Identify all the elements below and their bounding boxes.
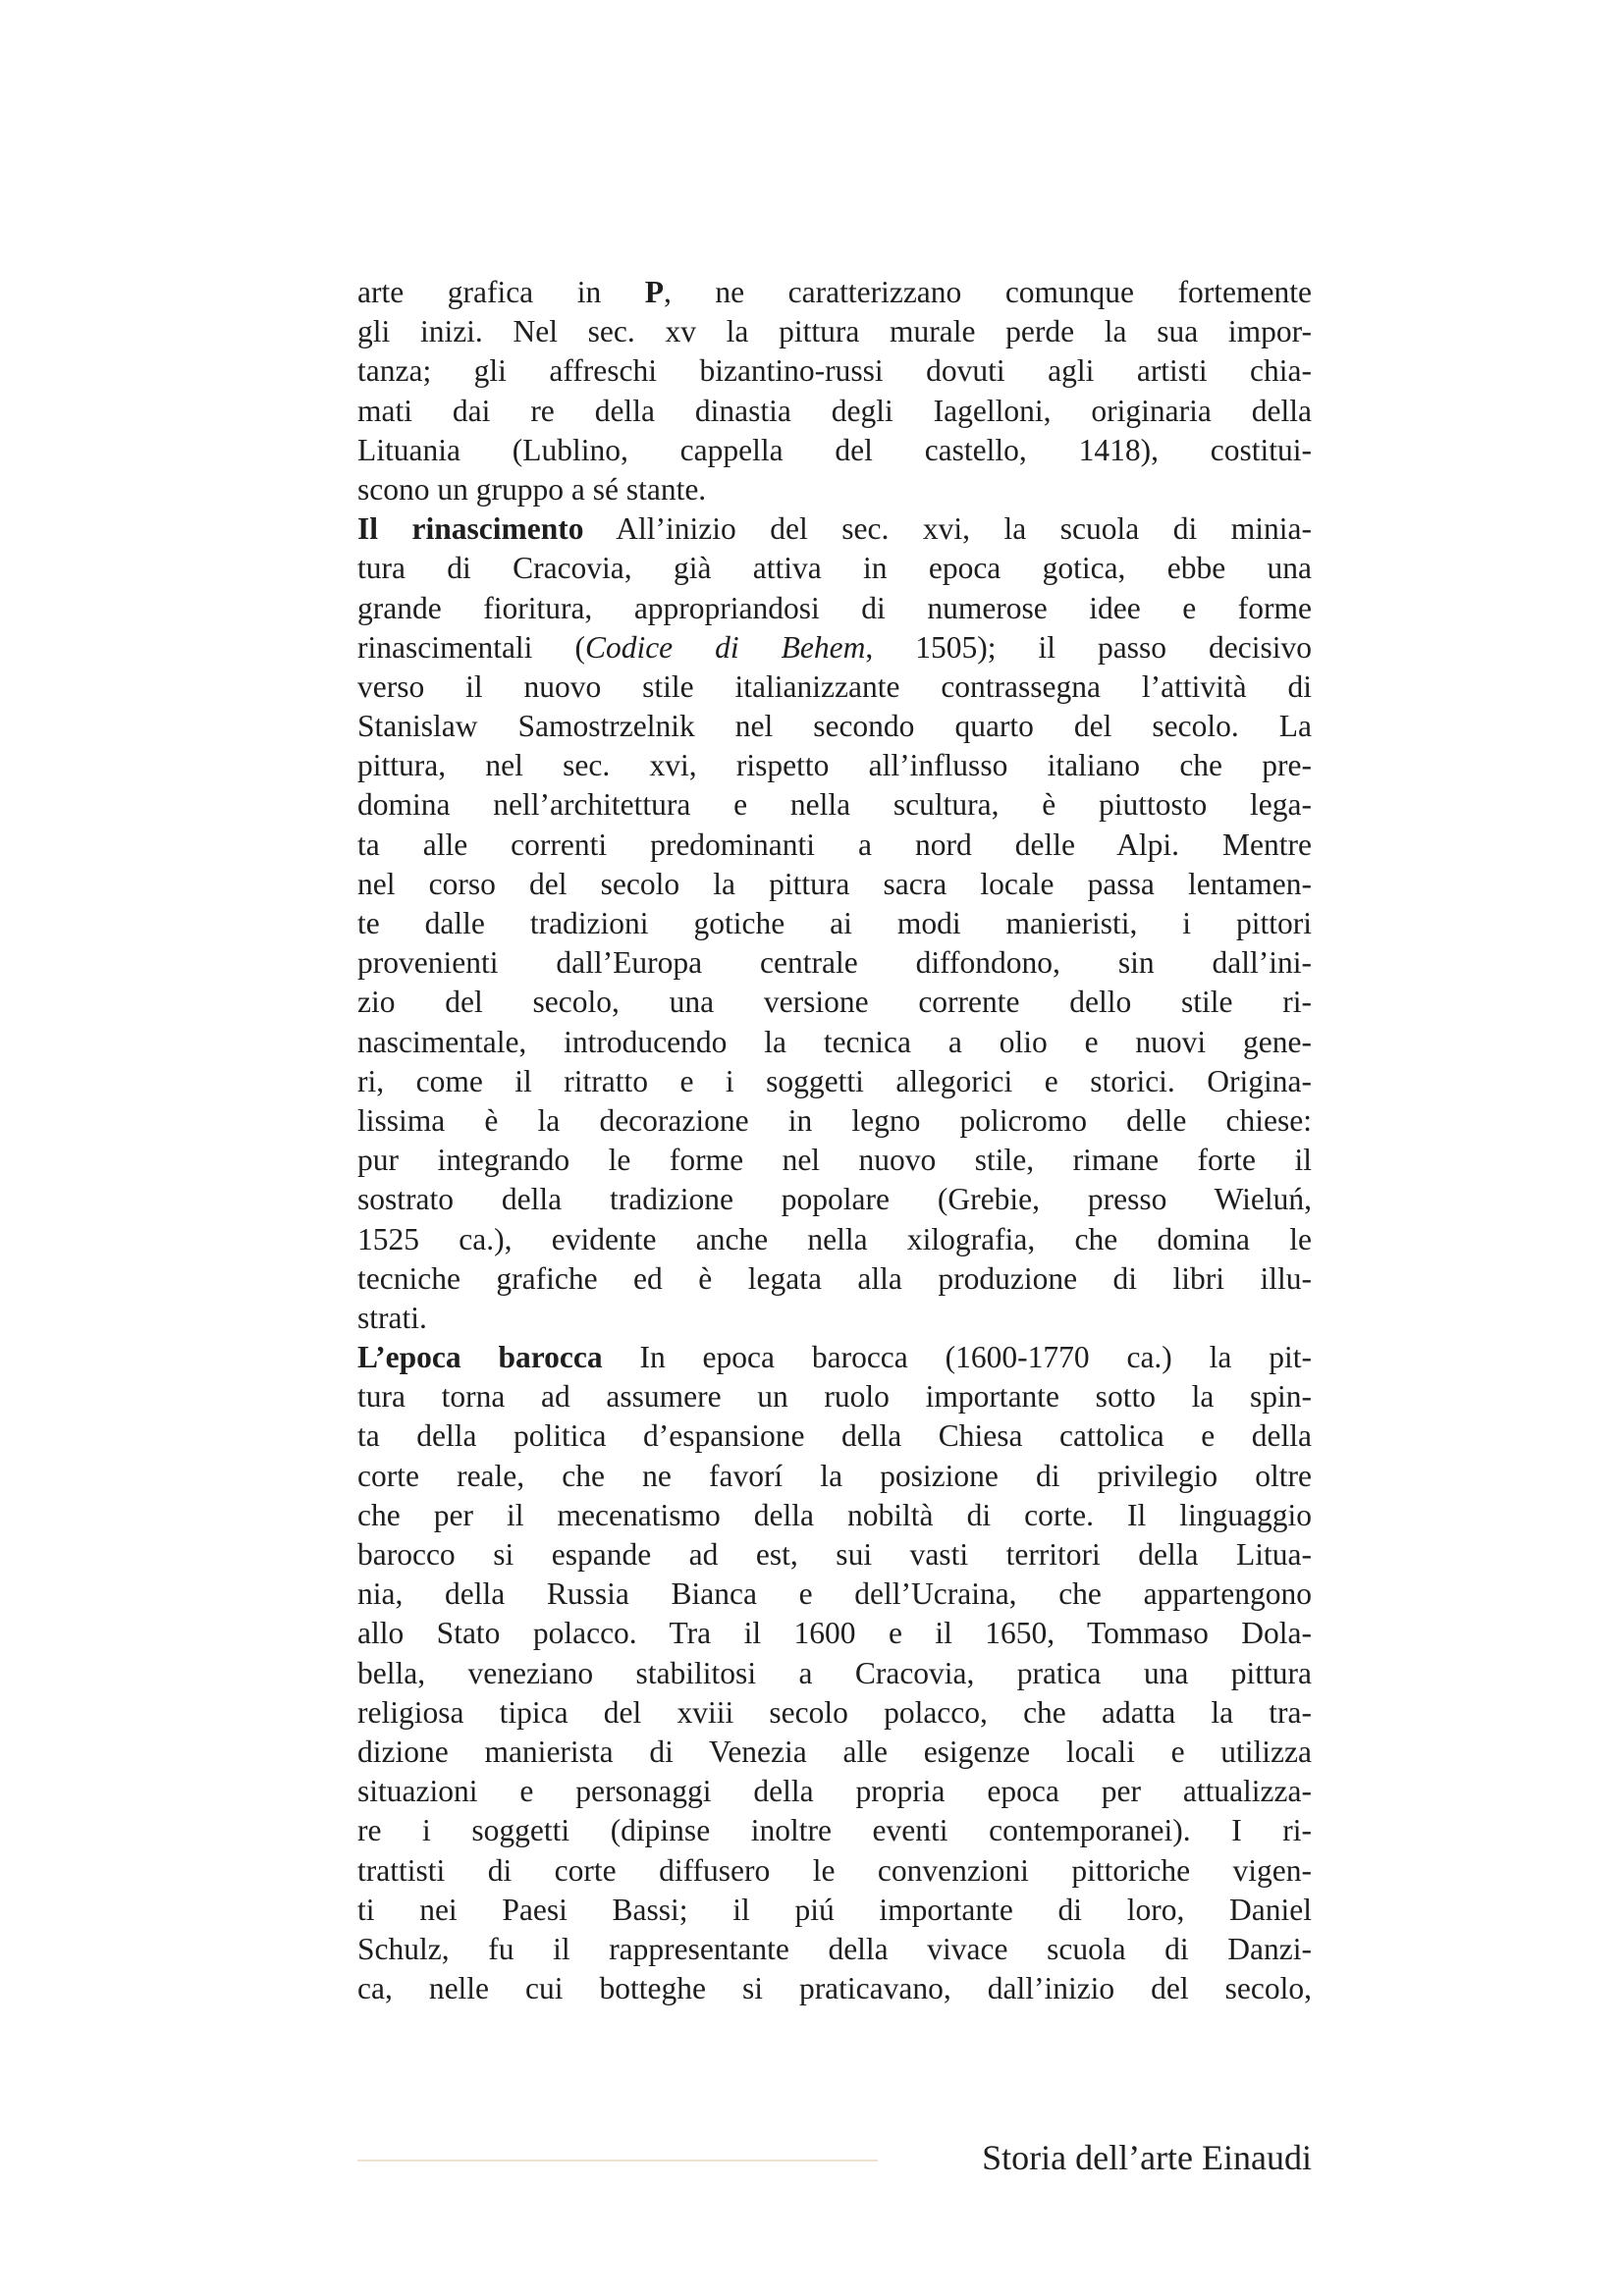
line-text: sostrato della tradizione popolare (Grebie, presso Wieluń,	[357, 1182, 1312, 1217]
text-line	[357, 273, 1312, 312]
line-text: te dalle tradizioni gotiche ai modi manieristi, i pittori	[357, 906, 1312, 940]
line-text: verso il nuovo stile italianizzante contrassegna l’attività di	[357, 668, 1312, 704]
text-line	[357, 1496, 1312, 1535]
text-line	[357, 1693, 1312, 1733]
text-line	[357, 509, 1312, 549]
text-line	[357, 1023, 1312, 1062]
section-heading: P	[644, 275, 664, 309]
line-text: zio del secolo, una versione corrente dello stile ri-	[357, 985, 1312, 1020]
text-line	[357, 746, 1312, 785]
text-line	[357, 707, 1312, 746]
line-text: ca, nelle cui botteghe si praticavano, dall’inizio del secolo,	[357, 1971, 1312, 2006]
line-text: mati dai re della dinastia degli Iagelloni, originaria della	[357, 393, 1312, 428]
text-line	[357, 1377, 1312, 1416]
line-text: barocco si espande ad est, sui vasti territori della Litua-	[357, 1537, 1312, 1572]
line-text: nascimentale, introducendo la tecnica a olio e nuovi gene-	[357, 1024, 1312, 1059]
body-text	[357, 273, 1312, 2008]
line-text: tura di Cracovia, già attiva in epoca gotica, ebbe una	[357, 551, 1312, 586]
line-text: ta alle correnti predominanti a nord delle Alpi. Mentre	[357, 827, 1312, 862]
line-text: ta della politica d’espansione della Chiesa cattolica e della	[357, 1418, 1312, 1454]
text-line	[357, 865, 1312, 904]
line-text: dizione manierista di Venezia alle esigenze locali e utilizza	[357, 1734, 1312, 1769]
text-line	[357, 1891, 1312, 1930]
text-line	[357, 1535, 1312, 1575]
line-text: bella, veneziano stabilitosi a Cracovia, pratica una pittura	[357, 1655, 1312, 1690]
line-text: situazioni e personaggi della propria epoca per attualizza-	[357, 1774, 1312, 1809]
line-text: tanza; gli affreschi bizantino-russi dovuti agli artisti chia-	[357, 353, 1312, 389]
line-text: 1525 ca.), evidente anche nella xilografia, che domina le	[357, 1221, 1312, 1256]
footer-title: Storia dell’arte Einaudi	[982, 2138, 1312, 2177]
line-text: religiosa tipica del xviii secolo polacco, che adatta la tra-	[357, 1694, 1312, 1730]
line-text: arte grafica in	[357, 275, 645, 309]
line-text: ti nei Paesi Bassi; il piú importante di loro, Daniel	[357, 1892, 1312, 1927]
text-line	[357, 1575, 1312, 1614]
line-text: Schulz, fu il rappresentante della vivace scuola di Danzi-	[357, 1931, 1312, 1966]
text-line	[357, 667, 1312, 707]
text-line	[357, 1457, 1312, 1496]
line-text: pur integrando le forme nel nuovo stile, rimane forte il	[357, 1143, 1312, 1178]
line-text: nel corso del secolo la pittura sacra locale passa lentamen-	[357, 866, 1312, 901]
text-line	[357, 1969, 1312, 2008]
text-line	[357, 470, 1312, 509]
line-text: corte reale, che ne favorí la posizione di privilegio oltre	[357, 1458, 1312, 1493]
line-text: re i soggetti (dipinse inoltre eventi contemporanei). I ri-	[357, 1813, 1312, 1848]
text-line	[357, 312, 1312, 351]
text-line	[357, 1220, 1312, 1259]
line-text: gli inizi. Nel sec. xv la pittura murale perde la sua impor-	[357, 314, 1312, 349]
text-line	[357, 1416, 1312, 1456]
text-line	[357, 1259, 1312, 1299]
line-text: pittura, nel sec. xvi, rispetto all’influsso italiano che pre-	[357, 748, 1312, 783]
line-text: nia, della Russia Bianca e dell’Ucraina, che appartengono	[357, 1576, 1312, 1612]
text-line	[357, 1338, 1312, 1377]
text-line	[357, 628, 1312, 667]
line-text: allo Stato polacco. Tra il 1600 e il 1650, Tommaso Dola-	[357, 1616, 1312, 1651]
text-line	[357, 1851, 1312, 1891]
line-text: , ne caratterizzano comunque fortemente	[664, 275, 1312, 309]
line-text: grande fioritura, appropriandosi di numerose idee e forme	[357, 590, 1312, 625]
text-line	[357, 549, 1312, 588]
text-line	[357, 392, 1312, 431]
text-line	[357, 351, 1312, 391]
line-text: lissima è la decorazione in legno policromo delle chiese:	[357, 1102, 1312, 1138]
text-line	[357, 1062, 1312, 1101]
italic-title: Codice di Behem	[584, 629, 866, 665]
line-text: Lituania (Lublino, cappella del castello, 1418), costitui-	[357, 432, 1312, 467]
line-text: provenienti dall’Europa centrale diffondono, sin dall’ini-	[357, 945, 1312, 981]
line-text: che per il mecenatismo della nobiltà di corte. Il linguaggio	[357, 1497, 1312, 1532]
text-line	[357, 826, 1312, 865]
footer-rule	[357, 2160, 878, 2162]
text-line	[357, 1930, 1312, 1969]
text-line	[357, 1654, 1312, 1693]
section-heading: Il rinascimento	[357, 511, 584, 547]
line-text: tura torna ad assumere un ruolo importante sotto la spin-	[357, 1379, 1312, 1415]
text-line	[357, 431, 1312, 470]
line-text: scono un gruppo a sé stante.	[357, 471, 707, 507]
line-text: tecniche grafiche ed è legata alla produzione di libri illu-	[357, 1260, 1312, 1296]
text-line	[357, 983, 1312, 1022]
text-line	[357, 1180, 1312, 1219]
line-text: ri, come il ritratto e i soggetti allegorici e storici. Origina-	[357, 1063, 1312, 1098]
text-line	[357, 1101, 1312, 1141]
text-line	[357, 1733, 1312, 1772]
text-line	[357, 904, 1312, 943]
line-text: trattisti di corte diffusero le convenzioni pittoriche vigen-	[357, 1852, 1312, 1888]
text-line	[357, 785, 1312, 825]
line-text: In epoca barocca (1600-1770 ca.) la pit-	[602, 1340, 1312, 1375]
line-text: domina nell’architettura e nella scultura, è piuttosto lega-	[357, 787, 1312, 823]
line-text: Stanislaw Samostrzelnik nel secondo quarto del secolo. La	[357, 709, 1312, 744]
text-line	[357, 1299, 1312, 1338]
text-line	[357, 1811, 1312, 1850]
line-text: rinascimentali (	[357, 629, 585, 665]
text-line	[357, 589, 1312, 628]
text-line	[357, 1614, 1312, 1653]
line-text: All’inizio del sec. xvi, la scuola di minia-	[583, 511, 1312, 547]
text-line	[357, 1141, 1312, 1180]
line-text: , 1505); il passo decisivo	[865, 629, 1312, 665]
section-heading: L’epoca barocca	[357, 1340, 603, 1375]
line-text: strati.	[357, 1300, 427, 1335]
text-line	[357, 943, 1312, 983]
text-line	[357, 1772, 1312, 1811]
